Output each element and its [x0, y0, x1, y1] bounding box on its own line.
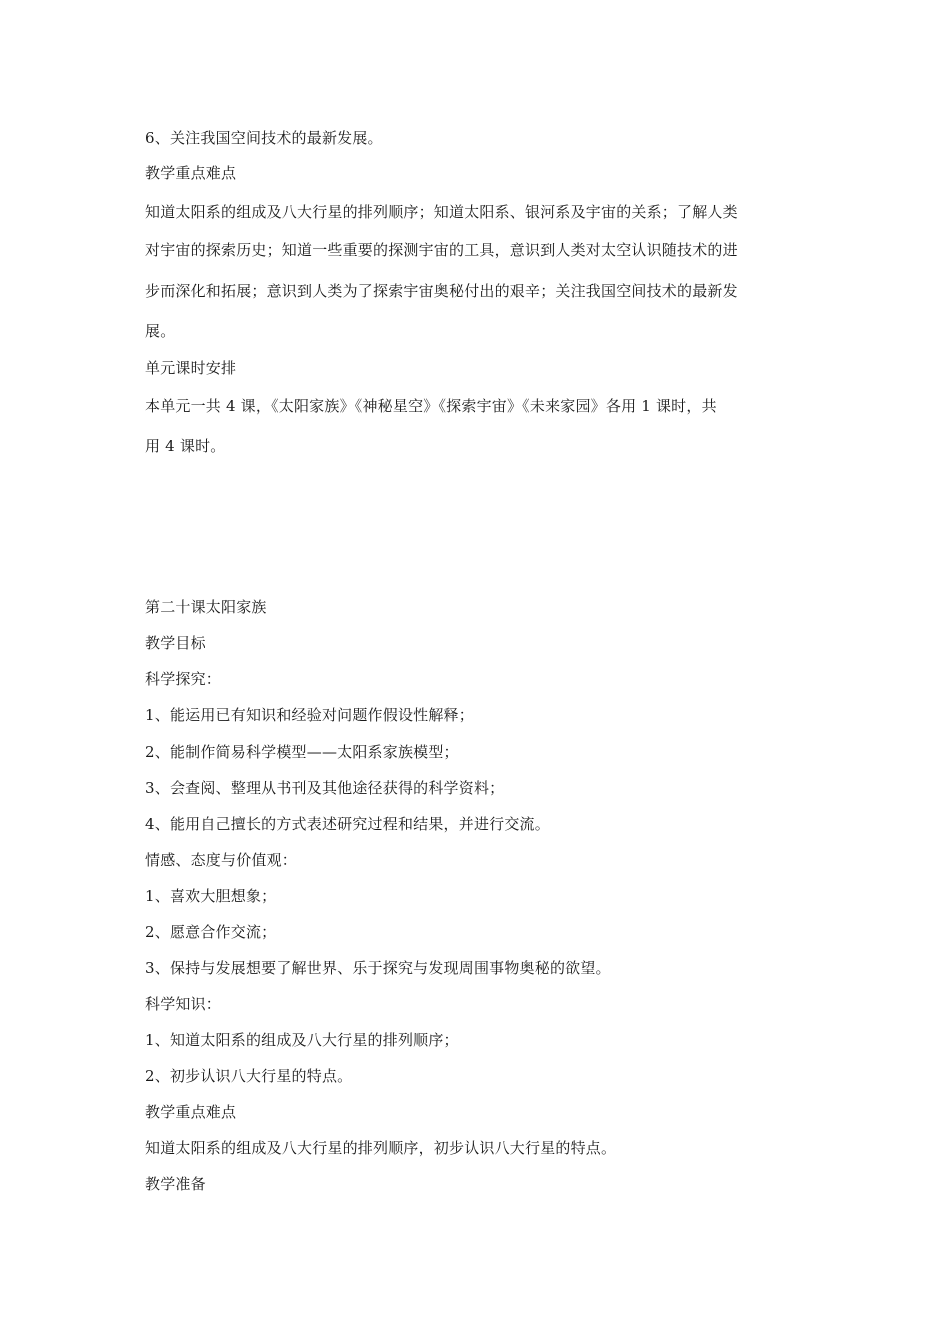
schedule-line-1: 本单元一共 4 课，《太阳家族》《神秘星空》《探索宇宙》《未来家园》各用 1 课时，共 — [145, 397, 717, 415]
knowledge-item-2: 2、初步认识八大行星的特点。 — [145, 1067, 353, 1085]
lesson-key-points-text: 知道太阳系的组成及八大行星的排列顺序，初步认识八大行星的特点。 — [145, 1139, 617, 1157]
key-points-line-3: 步而深化和拓展；意识到人类为了探索宇宙奥秘付出的艰辛；关注我国空间技术的最新发 — [145, 282, 738, 300]
attitude-heading: 情感、态度与价值观： — [145, 851, 298, 869]
knowledge-item-1: 1、知道太阳系的组成及八大行星的排列顺序； — [145, 1031, 459, 1049]
lesson-key-points-heading: 教学重点难点 — [145, 1103, 237, 1121]
schedule-line-2: 用 4 课时。 — [145, 437, 226, 455]
key-points-heading: 教学重点难点 — [145, 164, 237, 182]
key-points-line-2: 对宇宙的探索历史；知道一些重要的探测宇宙的工具，意识到人类对太空认识随技术的进 — [145, 241, 738, 259]
objective-item-6: 6、关注我国空间技术的最新发展。 — [145, 129, 383, 147]
inquiry-item-3: 3、会查阅、整理从书刊及其他途径获得的科学资料； — [145, 779, 505, 797]
objectives-heading: 教学目标 — [145, 634, 206, 652]
key-points-line-1: 知道太阳系的组成及八大行星的排列顺序；知道太阳系、银河系及宇宙的关系；了解人类 — [145, 203, 738, 221]
attitude-item-3: 3、保持与发展想要了解世界、乐于探究与发现周围事物奥秘的欲望。 — [145, 959, 611, 977]
lesson-title: 第二十课太阳家族 — [145, 598, 267, 616]
inquiry-item-2: 2、能制作简易科学模型——太阳系家族模型； — [145, 743, 459, 761]
knowledge-heading: 科学知识： — [145, 995, 222, 1013]
inquiry-item-4: 4、能用自己擅长的方式表述研究过程和结果，并进行交流。 — [145, 815, 550, 833]
attitude-item-1: 1、喜欢大胆想象； — [145, 887, 277, 905]
key-points-line-4: 展。 — [145, 322, 176, 340]
inquiry-heading: 科学探究： — [145, 670, 222, 688]
schedule-heading: 单元课时安排 — [145, 359, 237, 377]
inquiry-item-1: 1、能运用已有知识和经验对问题作假设性解释； — [145, 706, 474, 724]
attitude-item-2: 2、愿意合作交流； — [145, 923, 277, 941]
preparation-heading: 教学准备 — [145, 1175, 206, 1193]
